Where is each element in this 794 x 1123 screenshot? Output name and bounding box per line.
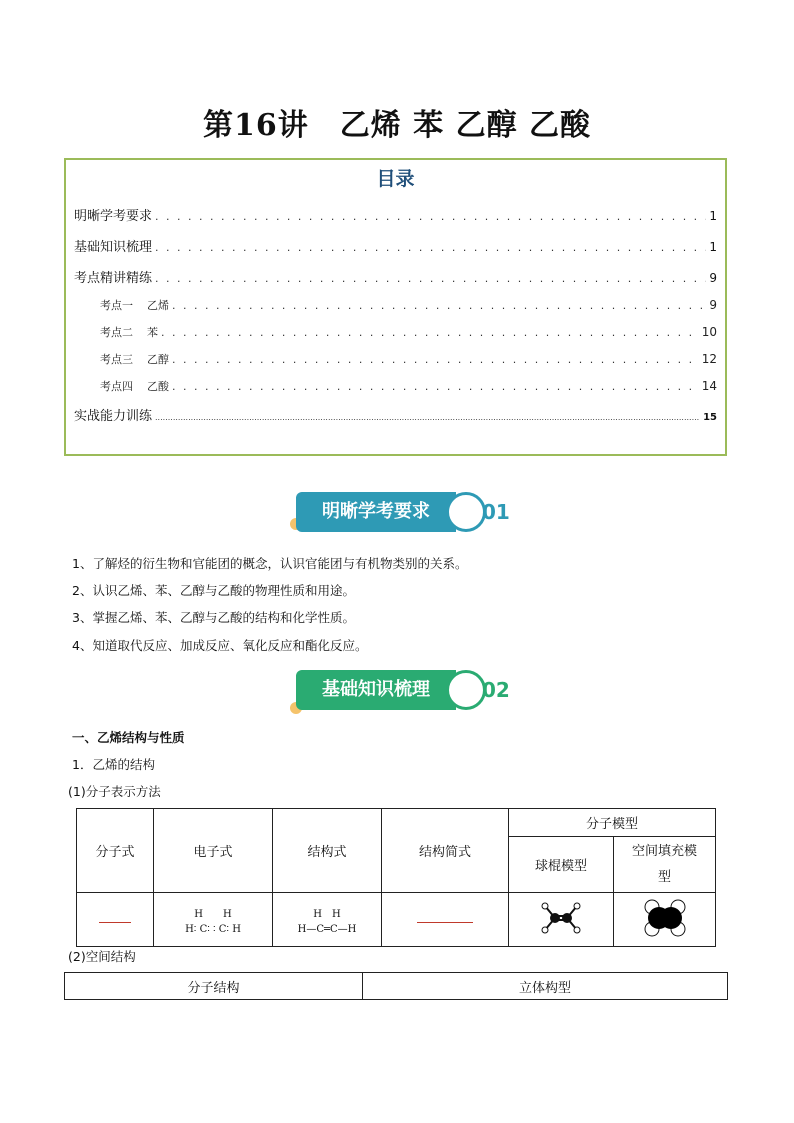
col-header: 结构式 <box>273 809 382 893</box>
structural-formula: H H H—C═C—H <box>273 893 382 947</box>
col-header: 空间填充模型 <box>614 837 716 893</box>
subsection-heading: (2)空间结构 <box>68 949 136 964</box>
col-header: 立体构型 <box>363 973 728 1000</box>
requirement-item: 4、知道取代反应、加成反应、氧化反应和酯化反应。 <box>72 638 368 653</box>
toc-item[interactable]: 基础知识梳理 . . . 1 <box>74 236 717 255</box>
space-filling-model-image <box>641 899 689 937</box>
col-header: 结构简式 <box>382 809 509 893</box>
toc-subitem[interactable]: 考点二 苯 . . . 10 <box>100 324 717 340</box>
space-filling-model <box>614 893 716 947</box>
ball-stick-model <box>509 893 614 947</box>
section-heading: 一、乙烯结构与性质 <box>72 730 185 745</box>
molecule-representation-table <box>76 808 716 947</box>
subsection-heading: (1)分子表示方法 <box>68 784 161 799</box>
section-banner-knowledge: 基础知识梳理 02 <box>296 670 516 710</box>
col-header: 球棍模型 <box>509 837 614 893</box>
toc-subitem[interactable]: 考点四 乙酸 . . . 14 <box>100 378 717 394</box>
toc-subitem[interactable]: 考点一 乙烯 . . . 9 <box>100 297 717 313</box>
answer-blank[interactable] <box>382 893 509 947</box>
ball-stick-model-image <box>539 901 583 935</box>
subsection-heading: 1．乙烯的结构 <box>72 757 155 772</box>
toc-heading: 目录 <box>376 168 415 190</box>
section-banner-requirements: 明晰学考要求 01 <box>296 492 516 532</box>
answer-blank[interactable] <box>77 893 154 947</box>
toc-subitem[interactable]: 考点三 乙醇 . . . 12 <box>100 351 717 367</box>
table-of-contents <box>64 158 727 456</box>
electron-formula: H H H∶ C∶ ∶ C∶ H <box>154 893 273 947</box>
toc-item[interactable]: 考点精讲精练 . . . 9 <box>74 267 717 286</box>
col-header: 分子结构 <box>65 973 363 1000</box>
requirement-item: 3、掌握乙烯、苯、乙醇与乙酸的结构和化学性质。 <box>72 610 355 625</box>
requirement-item: 2、认识乙烯、苯、乙醇与乙酸的物理性质和用途。 <box>72 583 355 598</box>
col-header: 电子式 <box>154 809 273 893</box>
page-title: 第16讲 乙烯 苯 乙醇 乙酸 <box>202 108 592 143</box>
col-header: 分子模型 <box>509 809 716 837</box>
toc-item[interactable]: 实战能力训练 ..... 15 <box>74 405 717 424</box>
toc-item[interactable]: 明晰学考要求 . . . 1 <box>74 205 717 224</box>
requirement-item: 1、了解烃的衍生物和官能团的概念，认识官能团与有机物类别的关系。 <box>72 556 468 571</box>
spatial-structure-table <box>64 972 728 1000</box>
col-header: 分子式 <box>77 809 154 893</box>
